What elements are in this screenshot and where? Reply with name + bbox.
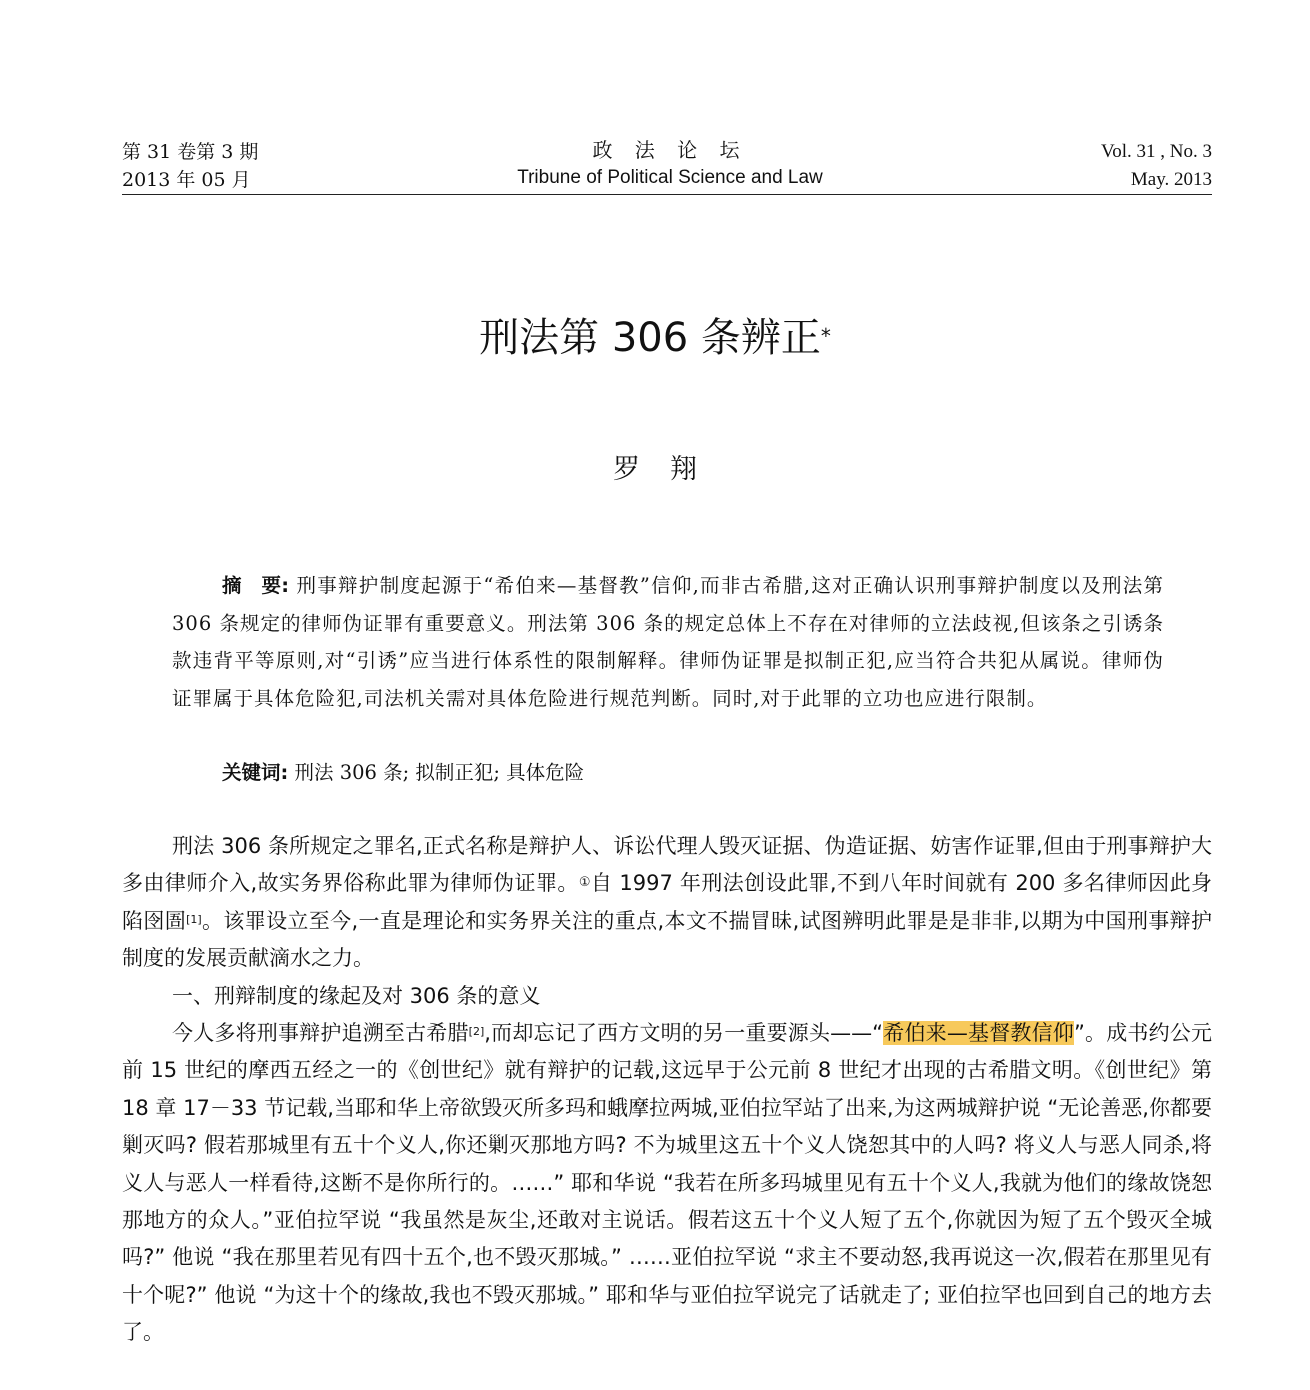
origin-text-3: ”。成书约公元前 15 世纪的摩西五经之一的《创世纪》就有辩护的记载,这远早于公元前 8 世纪才出现的古希腊文明。《创世纪》第 18 章 17－33 节记载,当耶和华上帝欲毁灭所多玛和蛾摩拉两城,亚伯拉罕站了出来,为这两城辩护说 “无论善恶,你都要剿灭吗? 假若那城里有五十个义人,你还剿灭那地方吗? 不为城里这五十个义人饶恕其中的人吗? 将义人与恶人同杀,将义人与恶人一样看待,这断不是你所行的。……” 耶和华说 “我若在所多玛城里见有五十个义人,我就为他们的缘故饶恕那地方的众人。”亚伯拉罕说 “我虽然是灰尘,还敢对主说话。假若这五十个义人短了五个,你就因为短了五个毁灭全城吗?” 他说 “我在那里若见有四十五个,也不毁灭那城。” ……亚伯拉罕说 “求主不要动怒,我再说这一次,假若在那里见有十个呢?” 他说 “为这十个的缘故,我也不毁灭那城。” 耶和华与亚伯拉罕说完了话就走了; 亚伯拉罕也回到自己的地方去了。 — [122, 1021, 1212, 1345]
header-issue — [122, 138, 258, 194]
footnote-ref-1[interactable]: ① — [578, 875, 591, 891]
paper-title — [0, 308, 1310, 368]
intro-text-3: 。该罪设立至今,一直是理论和实务界关注的重点,本文不揣冒昧,试图辨明此罪是是非非,以期为中国刑事辩护制度的发展贡献滴水之力。 — [122, 908, 1212, 971]
body-text — [122, 828, 1212, 1352]
citation-ref-2[interactable]: [2] — [468, 1025, 485, 1039]
abstract-text: 刑事辩护制度起源于“希伯来—基督教”信仰,而非古希腊,这对正确认识刑事辩护制度以及刑法第 306 条规定的律师伪证罪有重要意义。刑法第 306 条的规定总体上不存在对律师的立法歧视,但该条之引诱条款违背平等原则,对“引诱”应当进行体系性的限制解释。律师伪证罪是拟制正犯,应当符合共犯从属说。律师伪证罪属于具体危险犯,司法机关需对具体危险进行规范判断。同时,对于此罪的立功也应进行限制。 — [172, 574, 1164, 710]
keywords-label: 关键词: — [222, 761, 289, 784]
abstract-label: 摘 要: — [222, 574, 290, 597]
intro-text-1: 刑法 306 条所规定之罪名,正式名称是辩护人、诉讼代理人毁灭证据、伪造证据、妨害作证罪,但由于刑事辩护大多由律师介入,故实务界俗称此罪为律师伪证罪。 — [122, 834, 1212, 896]
paragraph-origin — [122, 1015, 1212, 1352]
highlighted-text[interactable]: 希伯来—基督教信仰 — [883, 1021, 1074, 1046]
header-date-en: May. 2013 — [1130, 169, 1212, 190]
origin-text-2: ,而却忘记了西方文明的另一重要源头——“ — [484, 1021, 884, 1046]
abstract — [172, 567, 1164, 717]
paragraph-intro — [122, 828, 1212, 978]
header-rule — [122, 194, 1212, 195]
citation-ref-1[interactable]: [1] — [186, 912, 202, 926]
intro-text-2: 自 1997 年刑法创设此罪,不到八年时间就有 200 多名律师因此身陷囹圄 — [122, 871, 1212, 933]
header-volume-en: Vol. 31 , No. 3 — [1100, 141, 1212, 162]
title-footnote-mark: * — [820, 324, 831, 348]
title-text: 刑法第 306 条辨正 — [479, 315, 821, 361]
origin-text-1: 今人多将刑事辩护追溯至古希腊 — [172, 1021, 469, 1046]
header-volume — [1101, 138, 1212, 194]
journal-name-cn: 政 法 论 坛 — [592, 138, 748, 162]
keywords-text: 刑法 306 条; 拟制正犯; 具体危险 — [288, 761, 585, 784]
keywords — [222, 757, 584, 789]
author-name: 罗翔 — [613, 454, 727, 485]
journal-name-en: Tribune of Political Science and Law — [517, 167, 823, 188]
section-heading-1: 一、刑辩制度的缘起及对 306 条的意义 — [172, 983, 541, 1008]
header-volume-cn: 第 31 卷第 3 期 — [122, 141, 259, 163]
header-date-cn: 2013 年 05 月 — [122, 169, 251, 191]
header-journal — [420, 136, 920, 192]
